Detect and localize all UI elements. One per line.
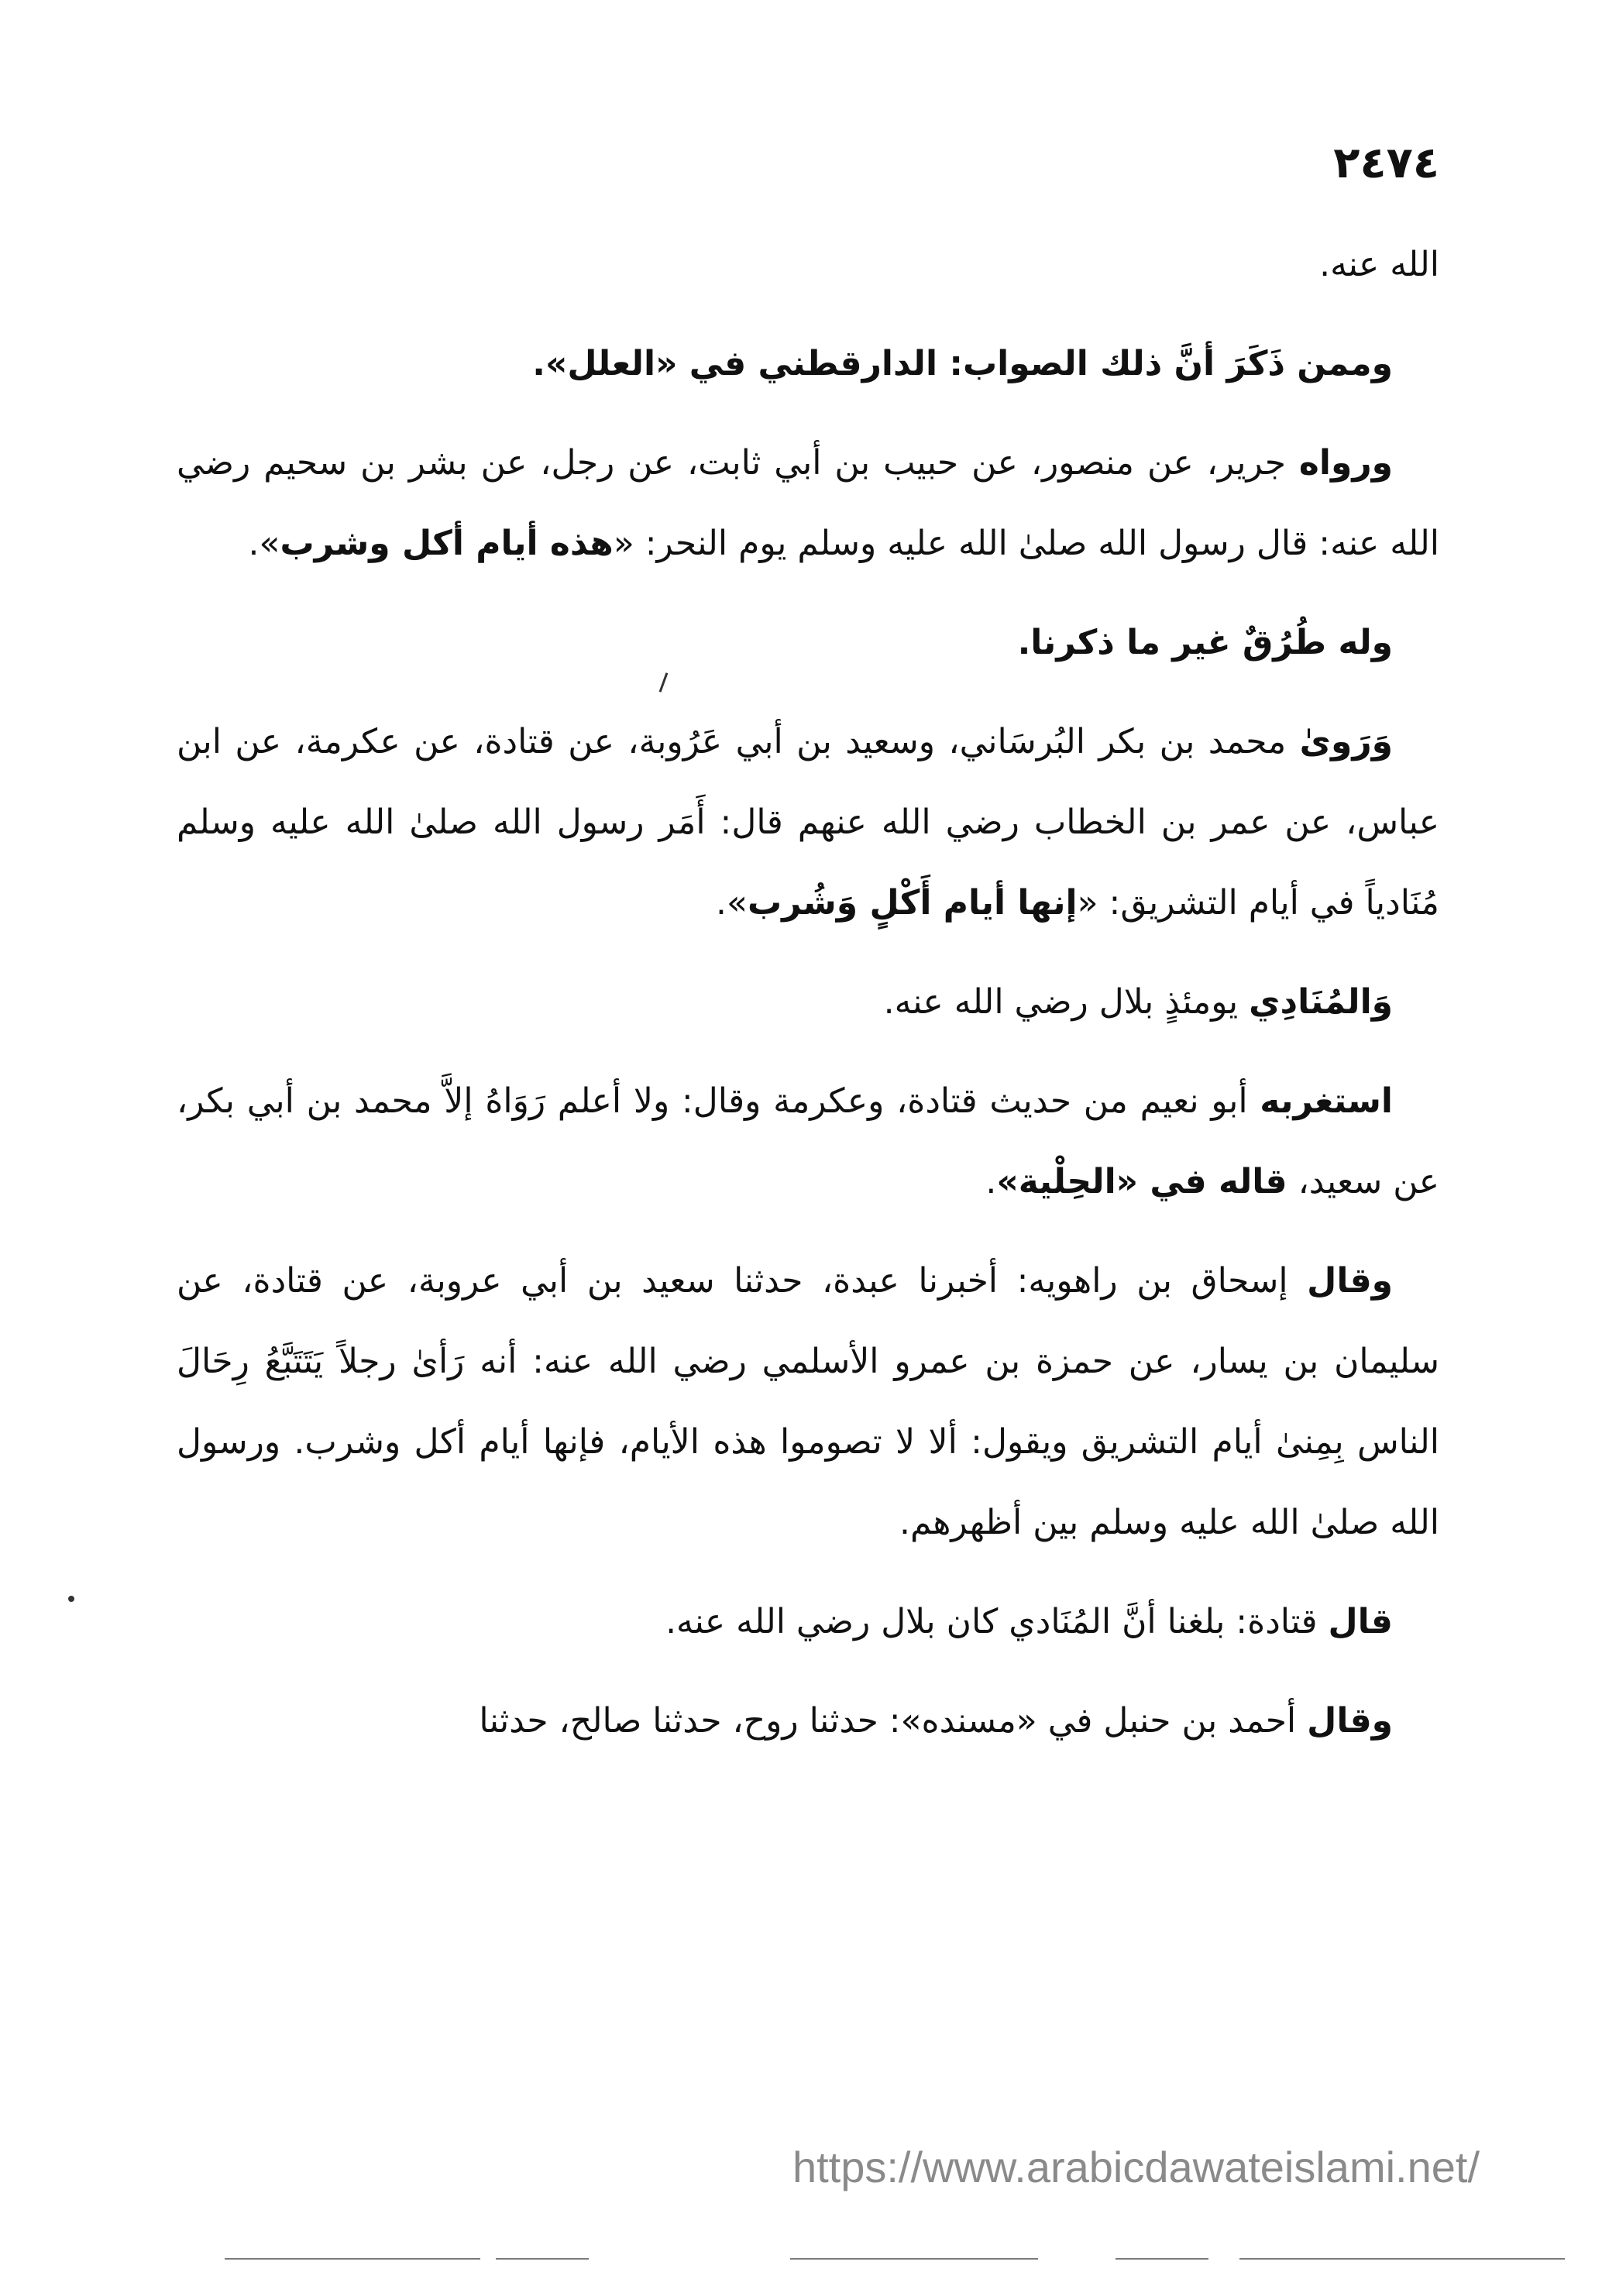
paragraph [177,423,1439,584]
footer-rule [1116,2258,1208,2260]
paragraph-tail: ». [716,883,748,923]
paragraph [177,324,1439,404]
page-number: ٢٤٧٤ [1333,138,1439,188]
paragraph-lead: وَرَوىٰ [1299,722,1393,761]
paragraph-lead: قال [1328,1602,1393,1641]
paragraph-tail: . [985,1162,997,1201]
paragraph [177,1061,1439,1222]
paragraph-text: إسحاق بن راهويه: أخبرنا عبدة، حدثنا سعيد بن أبي عروبة، عن قتادة، عن سليمان بن يسار، عن حمزة بن عمرو الأسلمي رضي الله عنه: أنه رَأىٰ رجلاً يَتَتَبَّعُ رِحَالَ الناس بِمِنىٰ أيام التشريق ويقول: ألا لا تصوموا هذه الأيام، فإنها أيام أكل وشرب. ورسول الله صلىٰ الله عليه وسلم بين أظهرهم. [177,1261,1439,1542]
paragraph [177,1582,1439,1662]
paragraph-text: محمد بن بكر البُرسَاني، وسعيد بن أبي عَرُوبة، عن قتادة، عن عكرمة، عن ابن عباس، عن عمر بن الخطاب رضي الله عنهم قال: أَمَر رسول الله صلىٰ الله عليه وسلم مُنَادياً في أيام التشريق: « [177,722,1439,923]
paragraph-lead: وقال [1307,1701,1393,1741]
paragraph-text: جرير، عن منصور، عن حبيب بن أبي ثابت، عن رجل، عن بشر بن سحيم رضي الله عنه: قال رسول الله صلىٰ الله عليه وسلم يوم النحر: « [177,443,1439,563]
paragraph-text: أبو نعيم من حديث قتادة، وعكرمة وقال: ولا أعلم رَوَاهُ إلاَّ محمد بن أبي بكر، عن سعيد، [177,1081,1439,1201]
scan-speck [68,1596,74,1602]
paragraph [177,702,1439,943]
paragraph-lead: وَالمُنَادِي [1249,982,1393,1022]
paragraph [177,962,1439,1043]
paragraph-emphasis: إنها أيام أَكْلٍ وَشُرب [747,883,1078,923]
paragraph-emphasis: قاله في «الحِلْية» [996,1162,1287,1201]
footer-rule [496,2258,589,2260]
paragraph-text: أحمد بن حنبل في «مسنده»: حدثنا روح، حدثنا صالح، حدثنا [479,1701,1308,1741]
paragraph-text: قتادة: بلغنا أنَّ المُنَادي كان بلال رضي الله عنه. [665,1602,1329,1641]
paragraph-text: الله عنه. [1319,245,1439,284]
paragraph-lead: وممن ذَكَرَ أنَّ ذلك الصواب: الدارقطني في «العلل». [532,344,1393,383]
paragraph [177,225,1439,305]
text-body [177,225,1439,1780]
watermark-url: https://www.arabicdawateislami.net/ [792,2143,1480,2191]
paragraph-lead: استغربه [1260,1081,1393,1121]
paragraph-lead: ورواه [1298,443,1393,483]
footer-rule [1239,2258,1565,2260]
footer-rule [225,2258,480,2260]
paragraph-emphasis: هذه أيام أكل وشرب [280,524,614,563]
paragraph [177,1681,1439,1762]
paragraph [177,1241,1439,1563]
paragraph-text: يومئذٍ بلال رضي الله عنه. [883,982,1250,1022]
paragraph-tail: ». [248,524,280,563]
footer-rule [790,2258,1038,2260]
paragraph [177,603,1439,683]
paragraph-lead: وقال [1307,1261,1393,1301]
paragraph-lead: وله طُرُقٌ غير ما ذكرنا. [1017,623,1393,662]
